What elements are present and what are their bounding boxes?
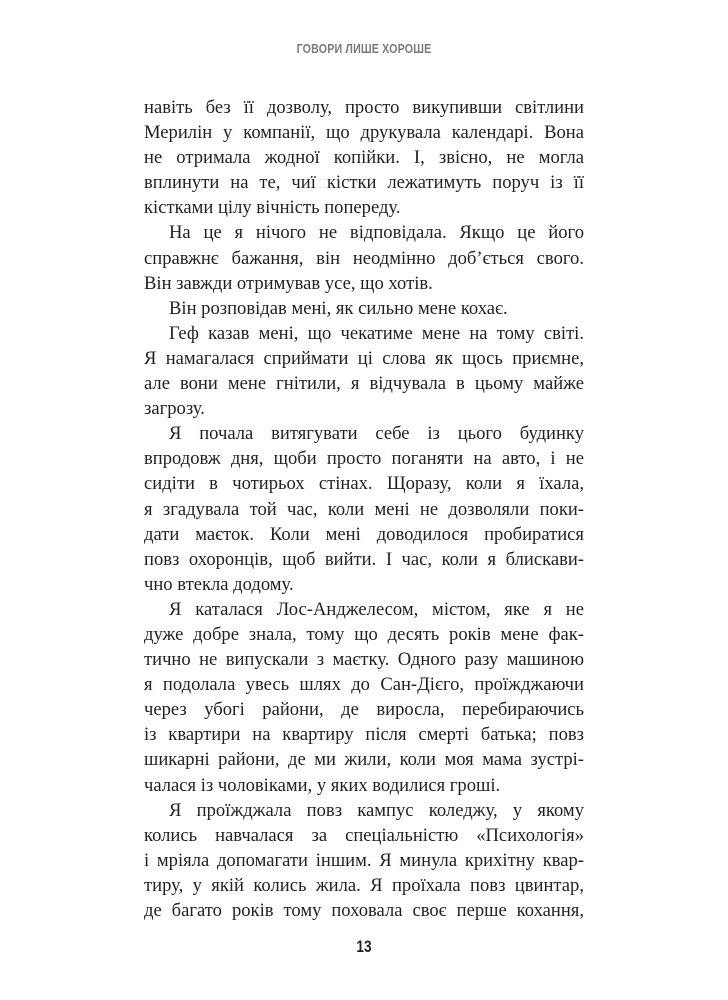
paragraph	[144, 798, 584, 923]
text-line: але вони мене гнітили, я відчувала в цьому майже	[144, 373, 584, 395]
text-line: Я каталася Лос-Анджелесом, містом, яке я не	[169, 598, 584, 620]
paragraph	[144, 421, 584, 597]
text-line: шикарні райони, де ми жили, коли моя мама зустрі-	[144, 749, 584, 771]
running-header: ГОВОРИ ЛИШЕ ХОРОШЕ	[296, 41, 432, 56]
text-line: чно втекла додому.	[144, 573, 294, 595]
paragraph	[144, 597, 584, 798]
text-line: дати маєток. Коли мені доводилося пробиратися	[144, 523, 584, 545]
text-line: Я проїжджала повз кампус коледжу, у якому	[169, 799, 584, 821]
text-line: Геф казав мені, що чекатиме мене на тому світі.	[169, 322, 584, 344]
text-line: тиру, у якій колись жила. Я проїхала повз цвинтар,	[144, 874, 584, 896]
text-line: загрозу.	[144, 398, 205, 420]
text-line: через убогі райони, де виросла, перебираючись	[144, 699, 584, 721]
text-line: Він розповідав мені, як сильно мене кохає.	[169, 297, 508, 319]
text-line: навіть без її дозволу, просто викупивши світлини	[144, 97, 584, 118]
page-body-text	[144, 95, 584, 923]
page-number: 13	[356, 937, 372, 956]
paragraph	[144, 220, 584, 295]
text-line: із квартири на квартиру після смерті батька; повз	[144, 724, 584, 746]
text-line: де багато років тому поховала своє перше кохання,	[144, 900, 584, 921]
text-line: я згадувала той час, коли мені не дозволяли поки-	[144, 498, 584, 520]
text-line: колись навчалася за спеціальністю «Психологія»	[144, 824, 584, 846]
text-line: впродовж дня, щоби просто поганяти на авто, і не	[144, 448, 584, 470]
text-line: На це я нічого не відповідала. Якщо це його	[169, 222, 584, 244]
text-line: Я почала витягувати себе із цього будинку	[169, 423, 584, 445]
text-line: дуже добре знала, тому що десять років мене фак-	[144, 623, 584, 645]
text-line: повз охоронців, щоб вийти. І час, коли я блискави-	[144, 548, 584, 570]
text-line: вплинути на те, чиї кістки лежатимуть поруч із її	[144, 172, 584, 194]
text-line: не отримала жодної копійки. І, звісно, не могла	[144, 147, 584, 169]
paragraph	[144, 321, 584, 421]
paragraph	[144, 95, 584, 220]
text-line: чалася із чоловіками, у яких водилися гроші.	[144, 774, 501, 796]
text-line: кістками цілу вічність попереду.	[144, 197, 401, 219]
paragraph	[144, 296, 584, 321]
text-line: я подолала увесь шлях до Сан-Дієго, проїжджаючи	[144, 674, 584, 696]
text-line: справжнє бажання, він неодмінно доб’ється свого.	[144, 247, 584, 269]
text-line: тично не випускали з маєтку. Одного разу машиною	[144, 649, 584, 671]
text-line: Він завжди отримував усе, що хотів.	[144, 272, 433, 294]
text-line: і мріяла допомагати іншим. Я минула крихітну квар-	[144, 849, 584, 871]
text-line: сидіти в чотирьох стінах. Щоразу, коли я їхала,	[144, 473, 584, 495]
text-line: Я намагалася сприймати ці слова як щось приємне,	[144, 347, 584, 369]
text-line: Мерилін у компанії, що друкувала календарі. Вона	[144, 122, 584, 144]
